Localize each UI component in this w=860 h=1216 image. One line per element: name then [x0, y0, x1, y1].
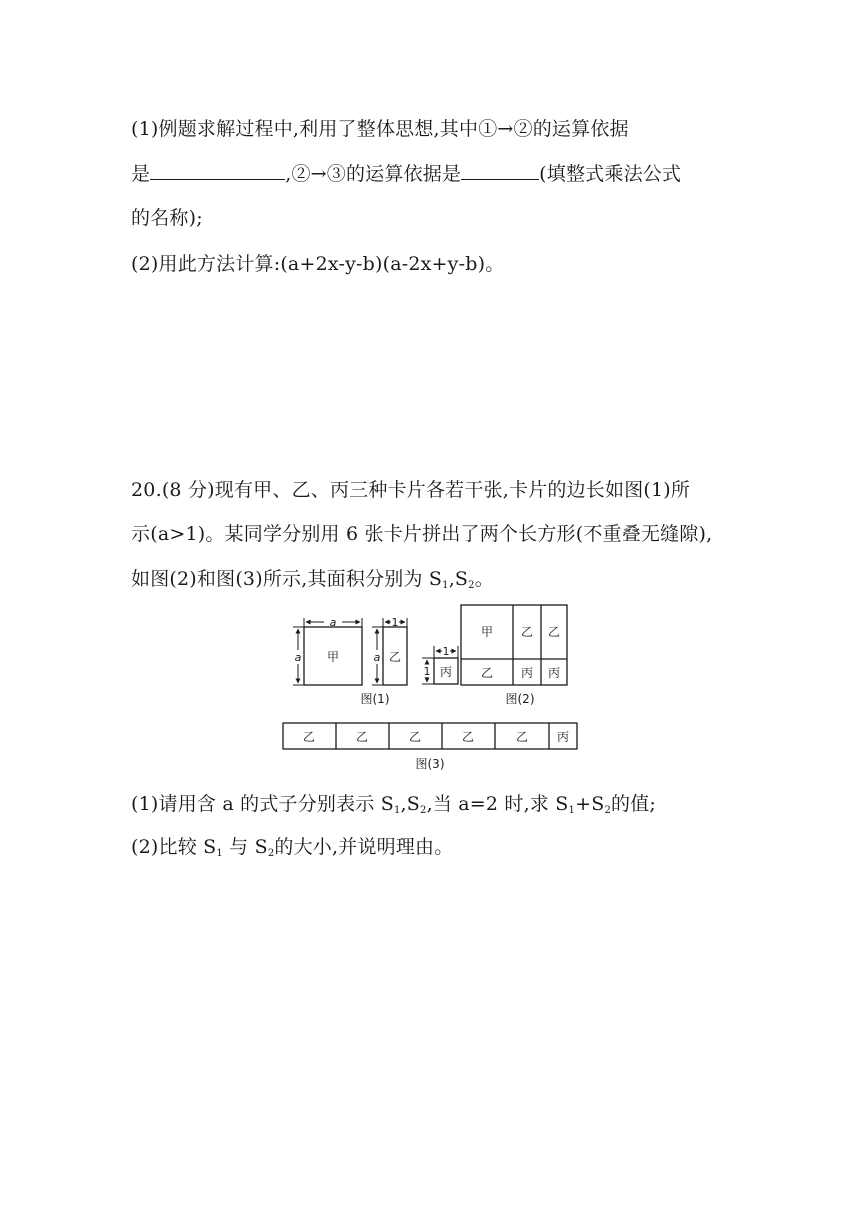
- subscript: 1: [442, 580, 449, 591]
- label-bing: 丙: [439, 665, 453, 679]
- fig2-caption: 图(2): [505, 692, 535, 706]
- subscript: 2: [420, 805, 427, 816]
- fig2-jia: 甲: [480, 625, 494, 639]
- fig3-card-2: 乙: [355, 730, 369, 744]
- fig1-caption: 图(1): [360, 692, 390, 706]
- dim-a-left: a: [294, 651, 302, 664]
- problem-20-line-2: 示(a>1)。某同学分别用 6 张卡片拼出了两个长方形(不重叠无缝隙),: [131, 523, 713, 545]
- card-bing: [422, 645, 458, 684]
- fig2-yi-2: 乙: [547, 625, 561, 639]
- fig2-yi-3: 乙: [480, 666, 494, 680]
- fig1-card-yi: [372, 616, 407, 685]
- text: 。: [474, 568, 494, 590]
- text: +S: [575, 793, 605, 815]
- text: 如图(2)和图(3)所示,其面积分别为 S: [131, 568, 443, 590]
- text-shi: 是: [131, 163, 151, 185]
- fig3-caption: 图(3): [415, 757, 445, 771]
- fig2-bing-1: 丙: [520, 666, 534, 680]
- subscript: 2: [604, 805, 611, 816]
- subscript: 1: [216, 848, 223, 859]
- fig3-card-1: 乙: [302, 730, 316, 744]
- dim-1-bing-left: 1: [423, 665, 431, 678]
- dim-1-bing-top: 1: [442, 645, 450, 658]
- text: ,S: [400, 793, 421, 815]
- text: 的值;: [611, 793, 657, 815]
- fig3-card-4: 乙: [461, 730, 475, 744]
- problem-20-question-1: [131, 792, 656, 823]
- fig3-card-5: 乙: [515, 730, 529, 744]
- fig3-card-6: 丙: [556, 730, 570, 744]
- subscript: 2: [468, 580, 475, 591]
- text: 与 S: [222, 836, 268, 858]
- subscript: 1: [568, 805, 576, 816]
- dim-a-top: a: [329, 616, 337, 629]
- fig2-bing-2: 丙: [547, 666, 561, 680]
- question-2: (2)用此方法计算:(a+2x-y-b)(a-2x+y-b)。: [131, 253, 505, 275]
- problem-20-line-1: 20.(8 分)现有甲、乙、丙三种卡片各若干张,卡片的边长如图(1)所: [131, 479, 691, 501]
- fig3-rectangle: [283, 723, 577, 749]
- text-hint: (填整式乘法公式: [539, 163, 682, 185]
- question-1-line-1: (1)例题求解过程中,利用了整体思想,其中①→②的运算依据: [131, 118, 629, 140]
- label-jia: 甲: [326, 650, 340, 664]
- text: ,S: [448, 568, 469, 590]
- label-yi: 乙: [388, 650, 402, 664]
- text: 的大小,并说明理由。: [274, 836, 454, 858]
- text: ,当 a=2 时,求 S: [426, 793, 569, 815]
- fig1-card-jia: [293, 616, 362, 685]
- text-middle: ,②→③的运算依据是: [285, 163, 462, 185]
- fig2-rectangle: [461, 605, 567, 685]
- dim-1-top: 1: [391, 616, 399, 629]
- fig2-yi-1: 乙: [520, 625, 534, 639]
- dim-a-left-yi: a: [373, 651, 381, 664]
- question-1-line-3: 的名称);: [131, 207, 203, 229]
- fig3-card-3: 乙: [408, 730, 422, 744]
- problem-20-question-2: [131, 835, 453, 866]
- text: (1)请用含 a 的式子分别表示 S: [131, 793, 394, 815]
- text: (2)比较 S: [131, 836, 217, 858]
- subscript: 2: [267, 848, 275, 859]
- subscript: 1: [393, 805, 401, 816]
